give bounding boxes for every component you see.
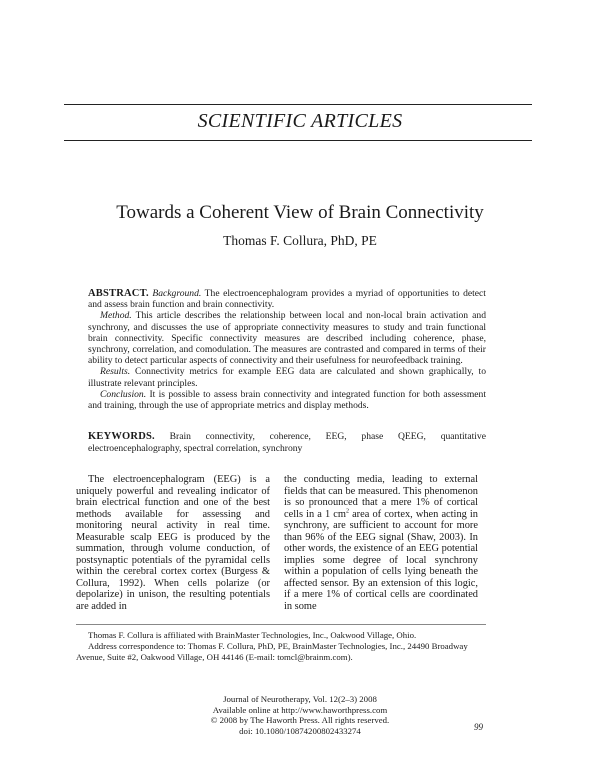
footnote-affiliation: Thomas F. Collura is affiliated with BrainMaster Technologies, Inc., Oakwood Village, Ohio. xyxy=(88,630,417,640)
background-text: The electroencephalogram provides a myriad of opportunities to detect and assess brain function and brain connectivity. xyxy=(88,288,486,311)
keywords-label: KEYWORDS. xyxy=(88,431,155,442)
abstract-results xyxy=(88,366,486,388)
abstract xyxy=(88,288,486,411)
section-rule xyxy=(64,140,532,141)
method-label: Method. xyxy=(100,310,132,322)
journal-info xyxy=(0,694,600,736)
results-text: Connectivity metrics for example EEG data are calculated and shown graphically, to illustrate relevant principles. xyxy=(88,366,486,389)
superscript: 2 xyxy=(345,508,349,515)
body-column-left: The electroencephalogram (EEG) is a uniquely powerful and revealing indicator of brain electrical function and one of the best methods available for assessing and monitoring neural activity in real time. Measurable scalp EEG is produced by the summation, through volume conduction, of postsynaptic potentials of the pyramidal cells within the cerebral cortex cortex (Burgess & Collura, 1992). When cells polarize (or depolarize) in unison, the resulting potentials are added in xyxy=(76,474,270,613)
article-title: Towards a Coherent View of Brain Connectivity xyxy=(116,202,484,223)
conclusion-text: It is possible to assess brain connectivity and integrated function for both assessment and training, through the use of appropriate metrics and display methods. xyxy=(88,388,487,412)
footnote-rule xyxy=(76,624,486,625)
abstract-method xyxy=(88,310,486,366)
abstract-conclusion xyxy=(88,389,486,411)
body-column-right xyxy=(284,474,478,613)
body-col2-part2: area of cortex, when acting in synchrony, are sufficient to account for more than 96% of the EEG signal (Shaw, 2003). In other words, the existence of an EEG potential implies some degree of local synchrony within a population of cells lying beneath the affected sensor. By an extension of this logic, if a mere 1% of cortical cells are coordinated in some xyxy=(284,508,479,613)
footnote xyxy=(76,630,486,662)
abstract-background xyxy=(88,288,486,310)
conclusion-label: Conclusion. xyxy=(100,388,147,400)
top-rule xyxy=(64,104,532,105)
journal-copyright: © 2008 by The Haworth Press. All rights reserved. xyxy=(210,715,390,725)
abstract-label: ABSTRACT. xyxy=(88,288,149,299)
background-label: Background. xyxy=(152,288,202,299)
journal-citation: Journal of Neurotherapy, Vol. 12(2–3) 2008 xyxy=(223,694,377,704)
page-number: 99 xyxy=(474,722,483,732)
keywords xyxy=(88,431,486,454)
footnote-correspondence: Address correspondence to: Thomas F. Collura, PhD, PE, BrainMaster Technologies, Inc., 24490 Broadway Avenue, Suite #2, Oakwood Village, OH 44146 (E-mail: tomcl@brainm.com). xyxy=(76,640,468,662)
section-title: SCIENTIFIC ARTICLES xyxy=(197,110,403,132)
method-text: This article describes the relationship between local and non-local brain activation and synchrony, and discusses the use of appropriate connectivity measures to study and train functional brain connectivity. Specific connectivity measures are described including coherence, phase, synchrony, correlation, and comodulation. The measures are contrasted and compared in terms of their ability to detect particular aspects of connectivity and their usefulness for neurofeedback training. xyxy=(88,310,486,367)
keywords-text: Brain connectivity, coherence, EEG, phase QEEG, quantitative electroencephalography, spectral correlation, synchrony xyxy=(88,431,486,454)
journal-availability: Available online at http://www.haworthpress.com xyxy=(212,704,388,715)
body-col2-part1: the conducting media, leading to external fields that can be measured. This phenomenon is so pronounced that a mere 1% of cortical cells in a 1 cm xyxy=(284,474,478,520)
article-author: Thomas F. Collura, PhD, PE xyxy=(223,233,377,248)
journal-doi: doi: 10.1080/10874200802433274 xyxy=(239,725,361,736)
results-label: Results. xyxy=(100,366,131,378)
